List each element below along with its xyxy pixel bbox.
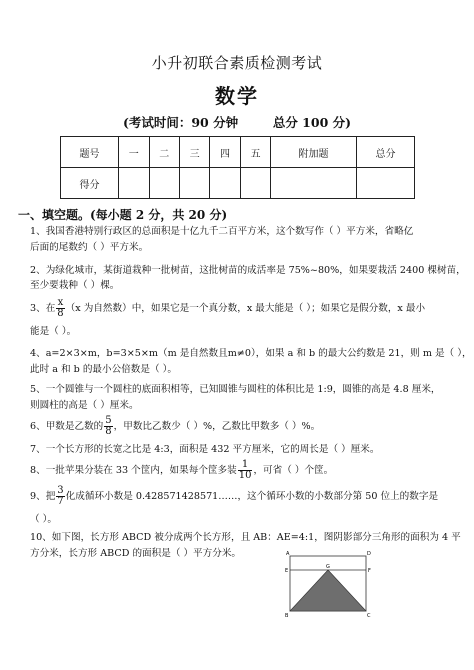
question-7: 7、一个长方形的长宽之比是 4:3，面积是 432 平方厘米，它的周长是（ ）厘米。 [30,444,380,455]
score-cell: 二 [149,137,179,168]
label-g: G [326,564,330,570]
question-4-line-1: 4、a=2×3×m，b=3×5×m（m 是自然数且m≠0），如果 a 和 b 的最大公约数是 21，则 m 是（ ）， [30,348,472,359]
score-cell: 五 [240,137,270,168]
fraction [56,486,64,507]
score-cell: 三 [179,137,209,168]
label-a: A [286,551,290,557]
question-3-line-2: 能是（ ）。 [30,326,77,337]
question-6 [30,416,320,437]
question-3-suffix: （x 为自然数）中，如果它是一个真分数，x 最大能是（ ）；如果它是假分数，x 最小 [65,303,426,314]
exam-time: (考试时间：90 分钟 [122,115,239,130]
shaded-triangle [290,570,366,611]
fraction-denominator: 7 [57,496,64,507]
fraction [238,460,253,481]
question-10-line-1: 10、如下图，长方形 ABCD 被分成两个长方形，且 AB：AE=4:1，图阴影部分三角形的面积为 4 平 [30,532,461,543]
question-5-line-2: 则圆柱的高是（ ）厘米。 [30,400,139,411]
score-cell: 题号 [61,137,119,168]
fraction-numerator: 5 [105,415,112,426]
question-2-line-2: 至少要栽种（ ）棵。 [30,280,120,291]
question-8 [30,460,333,481]
question-3-line-1 [30,298,425,319]
score-blank[interactable] [179,168,209,199]
score-cell: 四 [210,137,240,168]
exam-title: 小升初联合素质检测考试 [151,54,323,72]
question-3-prefix: 3、在 [30,303,56,314]
question-2-line-1: 2、为绿化城市，某街道栽种一批树苗，这批树苗的成活率是 75%~80%，如果要栽活 2400 棵树苗， [30,265,466,276]
fraction-denominator: 8 [57,308,64,319]
label-b: B [285,613,289,618]
label-c: C [367,613,371,618]
fraction [104,416,112,437]
fraction [56,298,64,319]
question-6-prefix: 6、甲数是乙数的 [30,421,104,432]
score-cell: 总分 [356,137,414,168]
section-title: 一、填空题。(每小题 2 分，共 20 分) [18,208,228,222]
question-1-line-2: 后面的尾数约（ ）平方米。 [30,242,149,253]
score-blank[interactable] [356,168,414,199]
question-6-suffix: ，甲数比乙数少（ ）%，乙数比甲数多（ ）%。 [113,421,321,432]
score-blank[interactable] [210,168,240,199]
fraction-numerator: x [57,297,64,308]
fraction-denominator: 8 [105,426,112,437]
score-cell: 附加题 [271,137,357,168]
exam-meta [0,113,474,131]
score-blank[interactable] [119,168,149,199]
label-f: F [368,568,371,574]
score-blank[interactable] [271,168,357,199]
label-d: D [367,551,371,557]
subject-title: 数学 [215,84,259,108]
rectangle-figure [284,548,374,618]
score-table-score-row [61,168,415,199]
fraction-denominator: 10 [238,470,252,481]
question-8-prefix: 8、一批苹果分装在 33 个筐内，如果每个筐多装 [30,465,237,476]
fraction-numerator: 3 [57,485,64,496]
question-10-line-2: 方分米，长方形 ABCD 的面积是（ ）平方分米。 [30,548,242,559]
fraction-numerator: 1 [238,460,253,471]
exam-total: 总分 100 分) [272,115,352,130]
score-cell: 一 [119,137,149,168]
score-blank[interactable] [240,168,270,199]
question-4-line-2: 此时 a 和 b 的最小公倍数是（ ）。 [30,364,178,375]
question-9-suffix: 化成循环小数是 0.428571428571……，这个循环小数的小数部分第 50 位上的数字是 [65,491,439,502]
question-9-line-1 [30,486,438,507]
score-blank[interactable] [149,168,179,199]
question-5-line-1: 5、一个圆锥与一个圆柱的底面积相等，已知圆锥与圆柱的体积比是 1:9，圆锥的高是 4.8 厘米， [30,384,441,395]
question-9-line-2: （ ）。 [30,514,58,525]
score-table-header-row [61,137,415,168]
score-cell: 得分 [61,168,119,199]
question-9-prefix: 9、把 [30,491,56,502]
question-1-line-1: 1、我国香港特别行政区的总面积是十亿九千二百平方米，这个数写作（ ）平方米，省略亿 [30,226,414,237]
score-table [60,136,415,199]
label-e: E [285,568,289,574]
question-8-suffix: ，可省（ ）个筐。 [253,465,334,476]
